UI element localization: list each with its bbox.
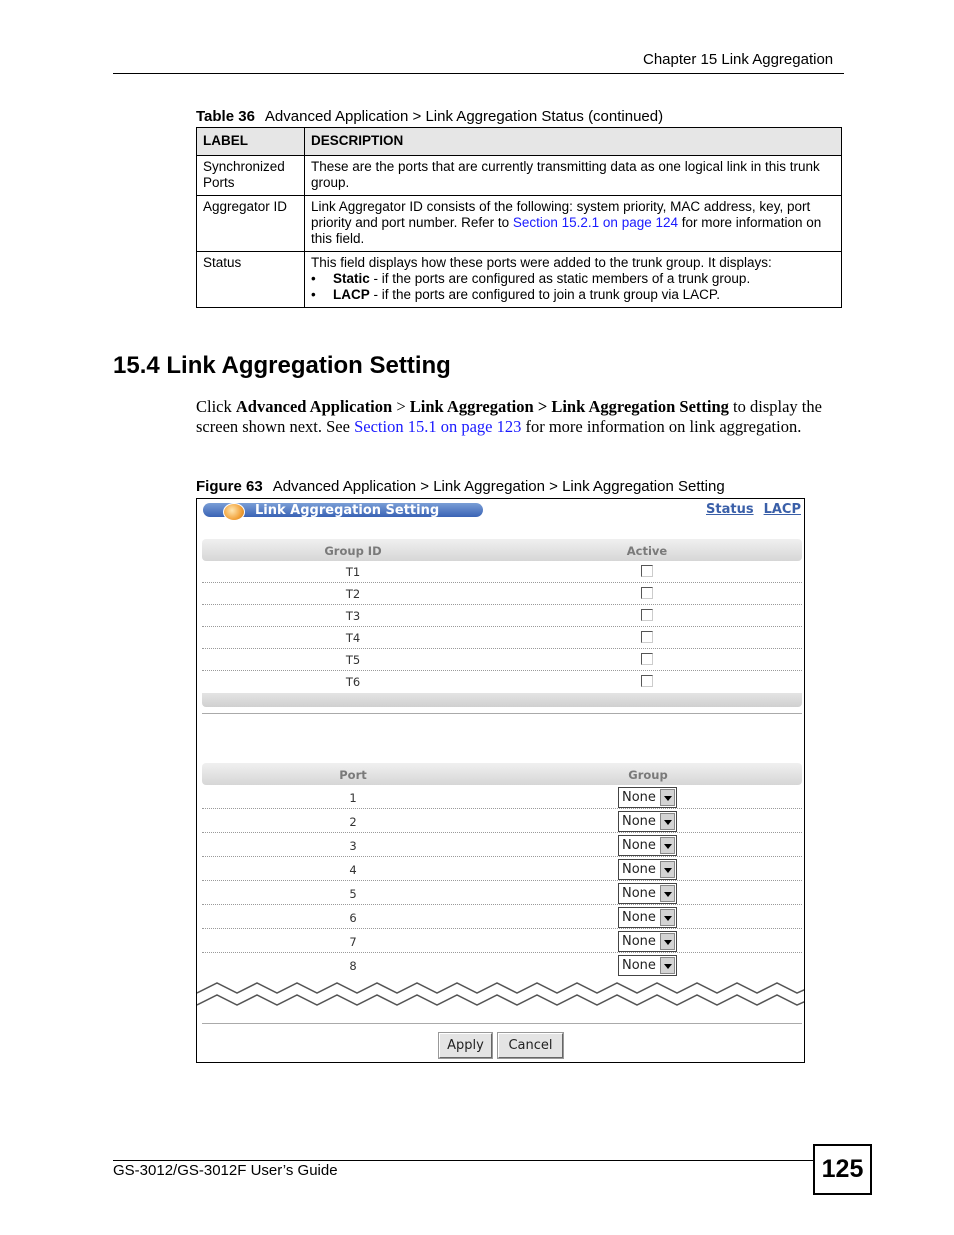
cancel-button[interactable]: Cancel [498, 1033, 563, 1058]
port-number: 4 [349, 863, 357, 877]
port-number: 8 [349, 959, 357, 973]
row-label: Synchronized Ports [197, 156, 305, 196]
group-id: T4 [345, 631, 361, 645]
table-number: Table 36 [196, 108, 255, 125]
table-row [197, 196, 842, 252]
active-checkbox[interactable] [641, 565, 653, 577]
screen-title-bar [203, 503, 483, 517]
row-label: Status [197, 252, 305, 308]
section-link[interactable]: Section 15.2.1 on page 124 [512, 215, 678, 230]
group-panel-footer [202, 693, 802, 707]
group-select[interactable]: None [618, 811, 677, 832]
chevron-down-icon [660, 909, 675, 926]
port-number: 6 [349, 911, 357, 925]
chevron-down-icon [660, 789, 675, 806]
footer-rule [113, 1160, 813, 1161]
chevron-down-icon [660, 813, 675, 830]
label-description-table [196, 127, 842, 308]
bullet-term: Static [333, 271, 370, 286]
row-description: These are the ports that are currently transmitting data as one logical link in this trunk group. [305, 156, 842, 196]
cut-off-zigzag [197, 979, 805, 1015]
active-checkbox[interactable] [641, 675, 653, 687]
chevron-down-icon [660, 957, 675, 974]
group-select[interactable]: None [618, 883, 677, 904]
group-row [202, 671, 802, 693]
description-text: This field displays how these ports were added to the trunk group. It displays: [311, 255, 772, 270]
group-row [202, 627, 802, 649]
port-number: 2 [349, 815, 357, 829]
page-number: 125 [813, 1144, 872, 1195]
column-header-group-id: Group ID [324, 544, 382, 558]
figure-title: Advanced Application > Link Aggregation > Link Aggregation Setting [272, 478, 725, 495]
divider [202, 713, 802, 715]
bullet-text: - if the ports are configured to join a trunk group via LACP. [369, 287, 720, 302]
column-header-description: DESCRIPTION [305, 128, 842, 156]
table-title: Advanced Application > Link Aggregation Status (continued) [264, 108, 664, 125]
group-row [202, 605, 802, 627]
table-row [197, 156, 842, 196]
group-id: T5 [345, 653, 361, 667]
port-row [202, 833, 802, 857]
screen-title: Link Aggregation Setting [255, 503, 440, 518]
group-panel-header [202, 539, 802, 561]
port-row [202, 785, 802, 809]
table-header-row [197, 128, 842, 156]
row-label: Aggregator ID [197, 196, 305, 252]
figure-caption [196, 478, 725, 495]
column-header-group: Group [628, 768, 668, 782]
group-select[interactable]: None [618, 955, 677, 976]
figure-number: Figure 63 [196, 478, 263, 495]
port-number: 1 [349, 791, 357, 805]
active-checkbox[interactable] [641, 587, 653, 599]
port-row [202, 905, 802, 929]
body-paragraph: Click Advanced Application > Link Aggregation > Link Aggregation Setting to display the screen shown next. See Section 15.1 on page 123 for more information on link aggregation. [196, 397, 822, 436]
section-link[interactable]: Section 15.1 on page 123 [354, 417, 522, 436]
group-row [202, 649, 802, 671]
header-rule [113, 73, 844, 74]
active-checkbox[interactable] [641, 653, 653, 665]
group-select[interactable]: None [618, 787, 677, 808]
description-text: Link Aggregator ID consists of the following: system priority, MAC address, key, port priority and port number. Refer to [311, 199, 811, 230]
row-description [305, 252, 842, 308]
port-number: 7 [349, 935, 357, 949]
column-header-port: Port [339, 768, 367, 782]
table-caption [196, 108, 663, 125]
bullet-text: - if the ports are configured as static members of a trunk group. [369, 271, 751, 286]
lacp-link[interactable]: LACP [763, 502, 801, 517]
port-row [202, 857, 802, 881]
group-row [202, 583, 802, 605]
column-header-active: Active [626, 544, 668, 558]
group-select[interactable]: None [618, 859, 677, 880]
port-number: 3 [349, 839, 357, 853]
port-number: 5 [349, 887, 357, 901]
orb-icon [223, 503, 245, 521]
port-row [202, 881, 802, 905]
bullet-item: • LACP - if the ports are configured to join a trunk group via LACP. [311, 287, 720, 302]
footer-guide-title: GS-3012/GS-3012F User’s Guide [113, 1162, 338, 1179]
chevron-down-icon [660, 933, 675, 950]
status-link[interactable]: Status [706, 502, 754, 517]
port-row [202, 809, 802, 833]
group-select[interactable]: None [618, 931, 677, 952]
table-row [197, 252, 842, 308]
group-id: T2 [345, 587, 361, 601]
bullet-item: • Static - if the ports are configured as static members of a trunk group. [311, 271, 751, 286]
group-select[interactable]: None [618, 907, 677, 928]
group-row [202, 561, 802, 583]
chapter-header: Chapter 15 Link Aggregation [643, 51, 834, 68]
screenshot-figure [196, 498, 805, 1063]
divider [202, 1023, 802, 1025]
description-text: for more information on this field. [311, 215, 822, 246]
column-header-label: LABEL [197, 128, 305, 156]
bullet-term: LACP [333, 287, 370, 302]
port-panel-header [202, 763, 802, 785]
group-id: T1 [345, 565, 361, 579]
group-select[interactable]: None [618, 835, 677, 856]
chevron-down-icon [660, 885, 675, 902]
active-checkbox[interactable] [641, 609, 653, 621]
chevron-down-icon [660, 861, 675, 878]
row-description [305, 196, 842, 252]
top-links [696, 502, 801, 517]
group-id: T6 [345, 675, 361, 689]
apply-button[interactable]: Apply [439, 1033, 492, 1058]
group-id: T3 [345, 609, 361, 623]
port-row [202, 929, 802, 953]
section-heading: 15.4 Link Aggregation Setting [113, 352, 451, 379]
active-checkbox[interactable] [641, 631, 653, 643]
port-row [202, 953, 802, 977]
chevron-down-icon [660, 837, 675, 854]
